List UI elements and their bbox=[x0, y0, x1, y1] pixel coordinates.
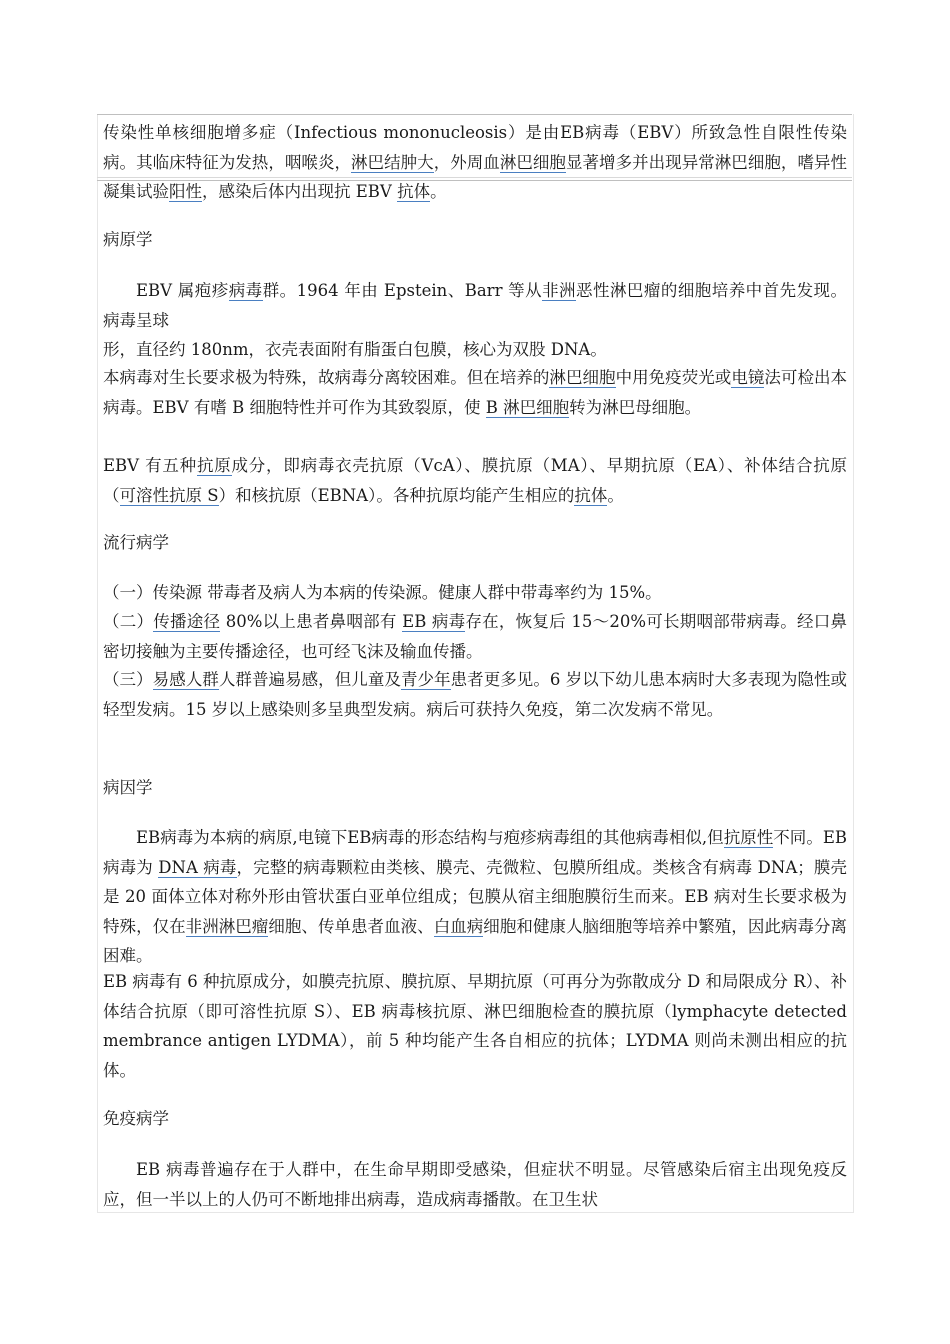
text: 不同。EB 病毒为 bbox=[103, 828, 848, 877]
text: 80%以上患者鼻咽部有 bbox=[220, 612, 403, 631]
text: 显著增多并出现异常淋巴细胞，嗜异性凝集试验 bbox=[103, 152, 848, 201]
link-african-lymphoma[interactable]: 非洲淋巴瘤 bbox=[185, 916, 269, 936]
link-antibody[interactable]: 抗体 bbox=[397, 182, 431, 201]
text: ）和核抗原（EBNA）。各种抗原均能产生相应的 bbox=[218, 485, 575, 505]
heading-pathogen: 病原学 bbox=[103, 230, 153, 249]
text: ，完整的病毒颗粒由类核、膜壳、壳微粒、包膜所组成。类核含有病毒 DNA；膜壳是 20 面体立体对称外形由管状蛋白亚单位组成；包膜从宿主细胞膜衍生而来。EB 病对生长要求极为特殊，仅在 bbox=[103, 857, 848, 936]
pathogen-paragraph-4 bbox=[103, 451, 847, 510]
text: 本病毒对生长要求极为特殊，故病毒分离较困难。但在培养的 bbox=[103, 368, 550, 387]
link-transmission-route[interactable]: 传播途径 bbox=[153, 612, 221, 631]
pathogen-paragraph-3 bbox=[103, 363, 847, 422]
link-lymphocyte[interactable]: 淋巴细胞 bbox=[499, 152, 566, 172]
text: 中用免疫荧光或 bbox=[615, 368, 732, 387]
etiology-paragraph-2: EB 病毒有 6 种抗原成分，如膜壳抗原、膜抗原、早期抗原（可再分为弥散成分 D 和局限成分 R）、补体结合抗原（即可溶性抗原 S）、EB 病毒核抗原、淋巴细胞检查的膜抗原（lymphacyte detected membrance antigen LYDMA），前 5 种均能产生各自相应的抗体；LYDMA 则尚未测出相应的抗体。 bbox=[103, 972, 847, 1080]
link-soluble-antigen-s[interactable]: 可溶性抗原 S bbox=[119, 485, 219, 505]
link-africa[interactable]: 非洲 bbox=[542, 281, 577, 300]
text: 存在，恢复后 15～20%可长期咽部带病毒。经口鼻密切接触为主要传播途径，也可经飞沫及输血传播。 bbox=[103, 612, 848, 661]
link-positive[interactable]: 阳性 bbox=[169, 182, 202, 201]
text: EB病毒为本病的病原,电镜下EB病毒的形态结构与疱疹病毒组的其他病毒相似,但 bbox=[136, 828, 724, 847]
text: （二） bbox=[103, 612, 154, 631]
pathogen-paragraph-1 bbox=[103, 276, 847, 335]
text: 。 bbox=[430, 182, 447, 201]
text: 转为淋巴母细胞。 bbox=[569, 397, 702, 417]
pathogen-paragraph-2: 形，直径约 180nm，衣壳表面附有脂蛋白包膜，核心为双股 DNA。 bbox=[103, 340, 607, 359]
link-dna-virus[interactable]: DNA 病毒 bbox=[158, 857, 237, 877]
etiology-paragraph-1 bbox=[103, 823, 847, 971]
link-adolescent[interactable]: 青少年 bbox=[400, 670, 451, 689]
text: 法可检出本病毒。EBV 有嗜 B 细胞特性并可作为其致裂原，使 bbox=[103, 368, 848, 417]
text: 。 bbox=[607, 485, 624, 505]
intro-paragraph bbox=[103, 118, 847, 207]
heading-epidemiology: 流行病学 bbox=[103, 533, 169, 552]
text: 传染性单核细胞增多症（Infectious mononucleosis）是由EB病毒（EBV）所致急性自限性传染病。其临床特征为发热，咽喉炎， bbox=[103, 123, 847, 172]
link-lymph-node-enlargement[interactable]: 淋巴结肿大 bbox=[351, 152, 434, 172]
heading-immunopathology: 免疫病学 bbox=[103, 1109, 169, 1128]
link-virus[interactable]: 病毒 bbox=[228, 281, 263, 300]
text: 细胞、传单患者血液、 bbox=[268, 916, 434, 936]
link-leukemia[interactable]: 白血病 bbox=[433, 916, 484, 936]
immuno-paragraph-1: EB 病毒普遍存在于人群中，在生命早期即受感染，但症状不明显。尽管感染后宿主出现免疫反应，但一半以上的人仍可不断地排出病毒，造成病毒播散。在卫生状 bbox=[103, 1160, 847, 1209]
link-electron-microscope[interactable]: 电镜 bbox=[731, 368, 765, 387]
text: ，外周血 bbox=[433, 152, 500, 172]
link-antigen[interactable]: 抗原 bbox=[196, 456, 232, 475]
text: 成分，即病毒衣壳抗原（VcA）、膜抗原（MA）、早期抗原（EA）、补体结合抗原（ bbox=[103, 456, 847, 505]
text: 恶性淋巴瘤的细胞培养中首先发现。病毒呈球 bbox=[103, 281, 848, 330]
text: EBV 有五种 bbox=[103, 456, 197, 475]
link-b-lymphocyte[interactable]: B 淋巴细胞 bbox=[485, 397, 570, 417]
text: 患者更多见。6 岁以下幼儿患本病时大多表现为隐性或轻型发病。15 岁以上感染则多呈典型发病。病后可获持久免疫，第二次发病不常见。 bbox=[103, 670, 848, 719]
epi-item-1: （一）传染源 带毒者及病人为本病的传染源。健康人群中带毒率约为 15%。 bbox=[103, 583, 662, 602]
link-antibody-2[interactable]: 抗体 bbox=[574, 485, 608, 505]
link-susceptible-population[interactable]: 易感人群 bbox=[152, 670, 219, 689]
link-lymphocyte-2[interactable]: 淋巴细胞 bbox=[549, 368, 616, 387]
heading-etiology: 病因学 bbox=[103, 778, 153, 797]
text: EBV 属疱疹 bbox=[136, 281, 229, 300]
text: 人群普遍易感，但儿童及 bbox=[218, 670, 401, 689]
text: ，感染后体内出现抗 EBV bbox=[202, 182, 398, 201]
text: 群。1964 年由 Epstein、Barr 等从 bbox=[262, 281, 543, 300]
epi-item-2 bbox=[103, 607, 847, 666]
link-eb-virus[interactable]: EB 病毒 bbox=[402, 612, 466, 631]
link-antigenicity[interactable]: 抗原性 bbox=[723, 828, 774, 847]
epi-item-3 bbox=[103, 665, 847, 724]
text: （三） bbox=[103, 670, 153, 689]
text: 细胞和健康人脑细胞等培养中繁殖，因此病毒分离困难。 bbox=[103, 916, 848, 965]
